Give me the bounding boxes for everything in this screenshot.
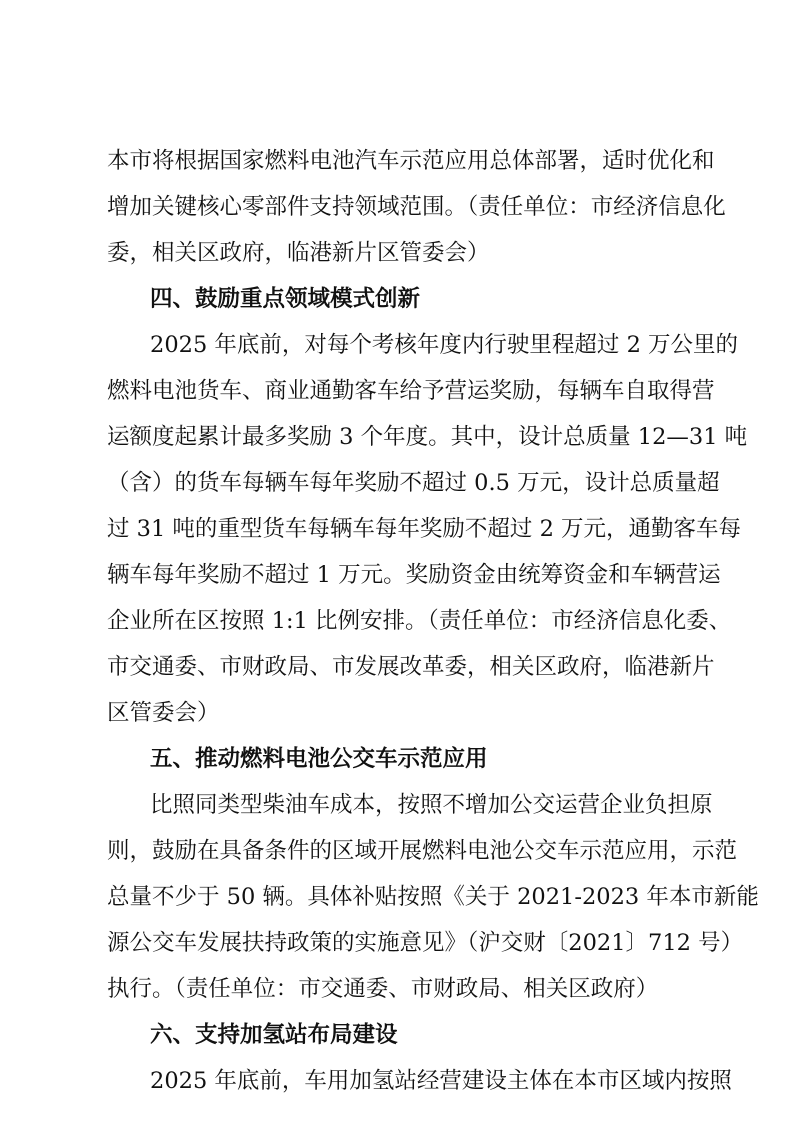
paragraph-line: 比照同类型柴油车成本，按照不增加公交运营企业负担原: [150, 792, 713, 818]
paragraph-line: 源公交车发展扶持政策的实施意见》（沪交财〔2021〕712 号）: [107, 930, 744, 956]
section-heading-5: 五、推动燃料电池公交车示范应用: [150, 746, 488, 772]
paragraph-line: 委，相关区政府，临港新片区管委会）: [107, 240, 490, 266]
paragraph-line: 市交通委、市财政局、市发展改革委，相关区政府，临港新片: [107, 654, 715, 680]
paragraph-line: 运额度起累计最多奖励 3 个年度。其中，设计总质量 12—31 吨: [107, 424, 748, 450]
paragraph-line: 2025 年底前，车用加氢站经营建设主体在本市区域内按照: [150, 1068, 732, 1094]
paragraph-line: 企业所在区按照 1:1 比例安排。（责任单位：市经济信息化委、: [107, 608, 732, 634]
paragraph-line: 执行。（责任单位：市交通委、市财政局、相关区政府）: [107, 976, 659, 1002]
paragraph-line: 区管委会）: [107, 700, 220, 726]
paragraph-line: 则，鼓励在具备条件的区域开展燃料电池公交车示范应用，示范: [107, 838, 738, 864]
paragraph-line: 增加关键核心零部件支持领域范围。（责任单位：市经济信息化: [107, 194, 726, 220]
paragraph-line: 燃料电池货车、商业通勤客车给予营运奖励，每辆车自取得营: [107, 378, 715, 404]
paragraph-line: 总量不少于 50 辆。具体补贴按照《关于 2021-2023 年本市新能: [107, 884, 759, 910]
section-heading-6: 六、支持加氢站布局建设: [150, 1022, 398, 1048]
paragraph-line: 辆车每年奖励不超过 1 万元。奖励资金由统筹资金和车辆营运: [107, 562, 721, 588]
paragraph-line: 本市将根据国家燃料电池汽车示范应用总体部署，适时优化和: [107, 148, 715, 174]
paragraph-line: （含）的货车每辆车每年奖励不超过 0.5 万元，设计总质量超: [107, 470, 720, 496]
section-heading-4: 四、鼓励重点领域模式创新: [150, 286, 421, 312]
paragraph-line: 过 31 吨的重型货车每辆车每年奖励不超过 2 万元，通勤客车每: [107, 516, 742, 542]
paragraph-line: 2025 年底前，对每个考核年度内行驶里程超过 2 万公里的: [150, 332, 739, 358]
